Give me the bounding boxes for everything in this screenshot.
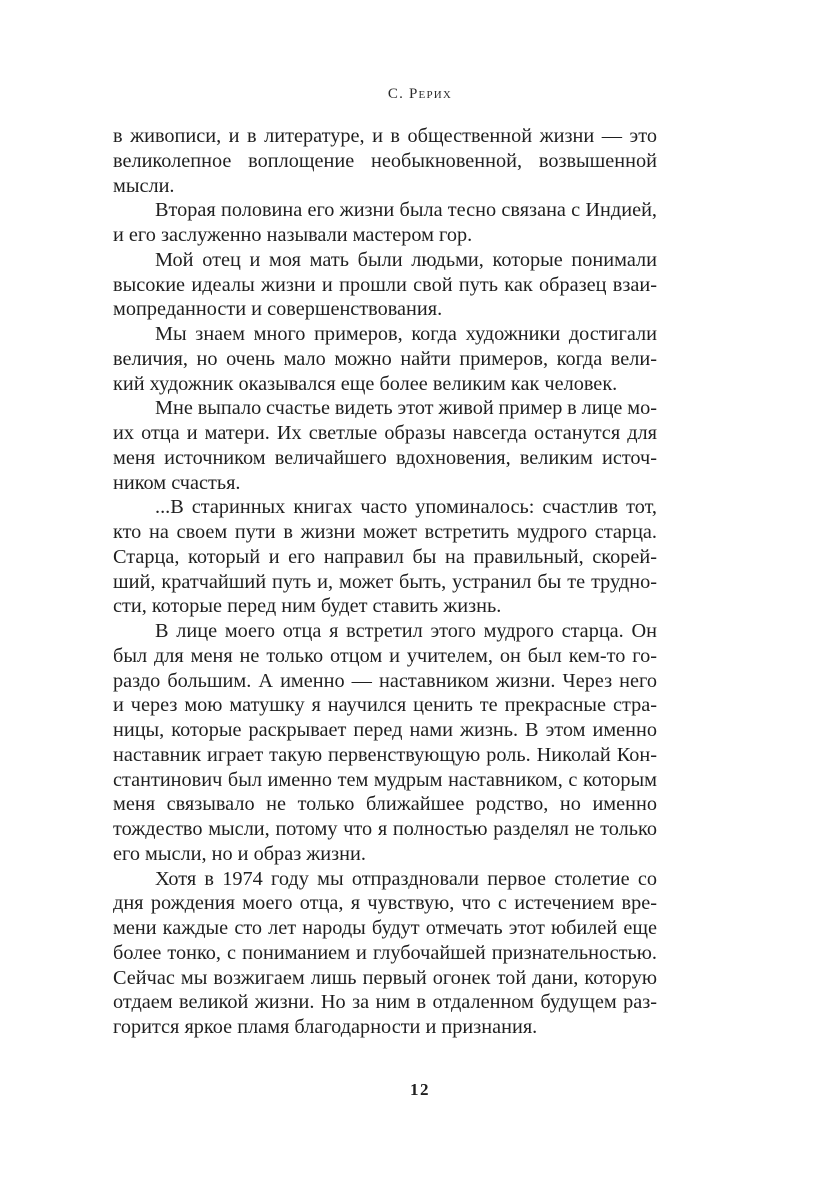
text-line [113,273,657,298]
running-head-author: С. Рерих [387,86,453,102]
paragraph [113,248,657,322]
text-line-content: Вторая половина его жизни была тесно связана с Индией, [155,199,657,222]
text-line [113,495,657,520]
text-line-content: тождество мысли, потому что я полностью разделял не только [113,818,657,840]
text-line [113,1015,657,1040]
text-line-content: высокие идеалы жизни и прошли свой путь как образец взаи- [113,273,657,296]
text-line-content: более тонко, с пониманием и глубочайшей признательностью. [113,941,657,964]
text-line [113,347,657,372]
text-line [113,718,657,743]
text-line [113,396,657,421]
text-line-content: ницы, которые раскрывает перед нами жизнь. В этом именно [113,719,657,741]
text-line [113,990,657,1015]
text-line-content: меня источником величайшего вдохновения, великим источ- [113,446,657,469]
text-line-content: его мысли, но и образ жизни. [113,842,366,865]
text-line-content: мопреданности и совершенствования. [113,298,443,321]
text-line-content: мени каждые сто лет народы будут отмечать этот юбилей еще [113,917,657,939]
text-line [113,916,657,941]
text-line-content: горится яркое пламя благодарности и признания. [113,1016,538,1038]
text-line [113,669,657,694]
text-line [113,867,657,892]
page-number: 12 [410,1080,430,1099]
text-line-content: ший, кратчайший путь и, может быть, устранил бы те трудно- [113,570,657,593]
text-line [113,545,657,570]
text-line-content: меня связывало не только ближайшее родство, но именно [113,793,657,816]
text-line-content: великолепное воплощение необыкновенной, возвышенной [113,149,657,172]
text-line-content: ...В старинных книгах часто упоминалось: счастлив тот, [155,496,657,519]
text-line-content: и его заслуженно называли мастером гор. [113,224,473,246]
text-line-content: в живописи, и в литературе, и в общественной жизни — это [113,125,657,147]
text-line [113,619,657,644]
text-line-content: Мне выпало счастье видеть этот живой пример в лице мо- [155,397,657,420]
text-line [113,817,657,842]
text-line-content: В лице моего отца я встретил этого мудрого старца. Он [155,620,657,642]
text-line [113,248,657,273]
text-line-content: был для меня не только отцом и учителем, он был кем-то го- [113,644,657,667]
text-line [113,594,657,619]
text-line [113,421,657,446]
text-line [113,372,657,397]
text-line [113,322,657,347]
text-line-content: ником счастья. [113,471,241,494]
text-line-content: мысли. [113,174,175,197]
paragraph [113,322,657,396]
text-line-content: Мы знаем много примеров, когда художники достигали [155,323,657,345]
text-line-content: наставник играет такую первенствующую роль. Николай Кон- [113,743,657,766]
text-line [113,174,657,199]
text-line [113,768,657,793]
text-line [113,743,657,768]
text-line [113,941,657,966]
text-line [113,446,657,471]
text-line [113,966,657,991]
paragraph [113,619,657,867]
paragraph [113,396,657,495]
body-text [113,124,657,1040]
text-line [113,297,657,322]
text-line-content: сти, которые перед ним будет ставить жизнь. [113,595,502,618]
text-line [113,223,657,248]
text-line-content: кий художник оказывался еще более великим как человек. [113,372,618,395]
text-line [113,124,657,149]
text-line-content: дня рождения моего отца, я чувствую, что с истечением вре- [113,892,657,915]
text-line [113,520,657,545]
text-line-content: величия, но очень мало можно найти примеров, когда вели- [113,347,657,370]
text-line [113,842,657,867]
text-line-content: кто на своем пути в жизни может встретить мудрого старца. [113,521,657,543]
text-line-content: Хотя в 1974 году мы отпраздновали первое столетие со [155,867,657,890]
text-line-content: Старца, который и его направил бы на правильный, скорей- [113,545,657,568]
paragraph [113,495,657,619]
paragraph [113,124,657,198]
text-line-content: Сейчас мы возжигаем лишь первый огонек той дани, которую [113,966,657,989]
text-line-content: Мой отец и моя мать были людьми, которые понимали [155,248,657,271]
text-line [113,471,657,496]
text-line [113,198,657,223]
text-line [113,792,657,817]
text-line [113,693,657,718]
text-line-content: отдаем великой жизни. Но за ним в отдаленном будущем раз- [113,991,657,1014]
text-line-content: стантинович был именно тем мудрым наставником, с которым [113,768,657,791]
text-line [113,644,657,669]
text-line-content: и через мою матушку я научился ценить те прекрасные стра- [113,694,657,717]
text-line-content: раздо большим. А именно — наставником жизни. Через него [113,669,657,692]
paragraph [113,867,657,1040]
paragraph [113,198,657,248]
text-line [113,570,657,595]
text-line-content: их отца и матери. Их светлые образы навсегда останутся для [113,422,657,444]
text-line [113,149,657,174]
text-line [113,891,657,916]
